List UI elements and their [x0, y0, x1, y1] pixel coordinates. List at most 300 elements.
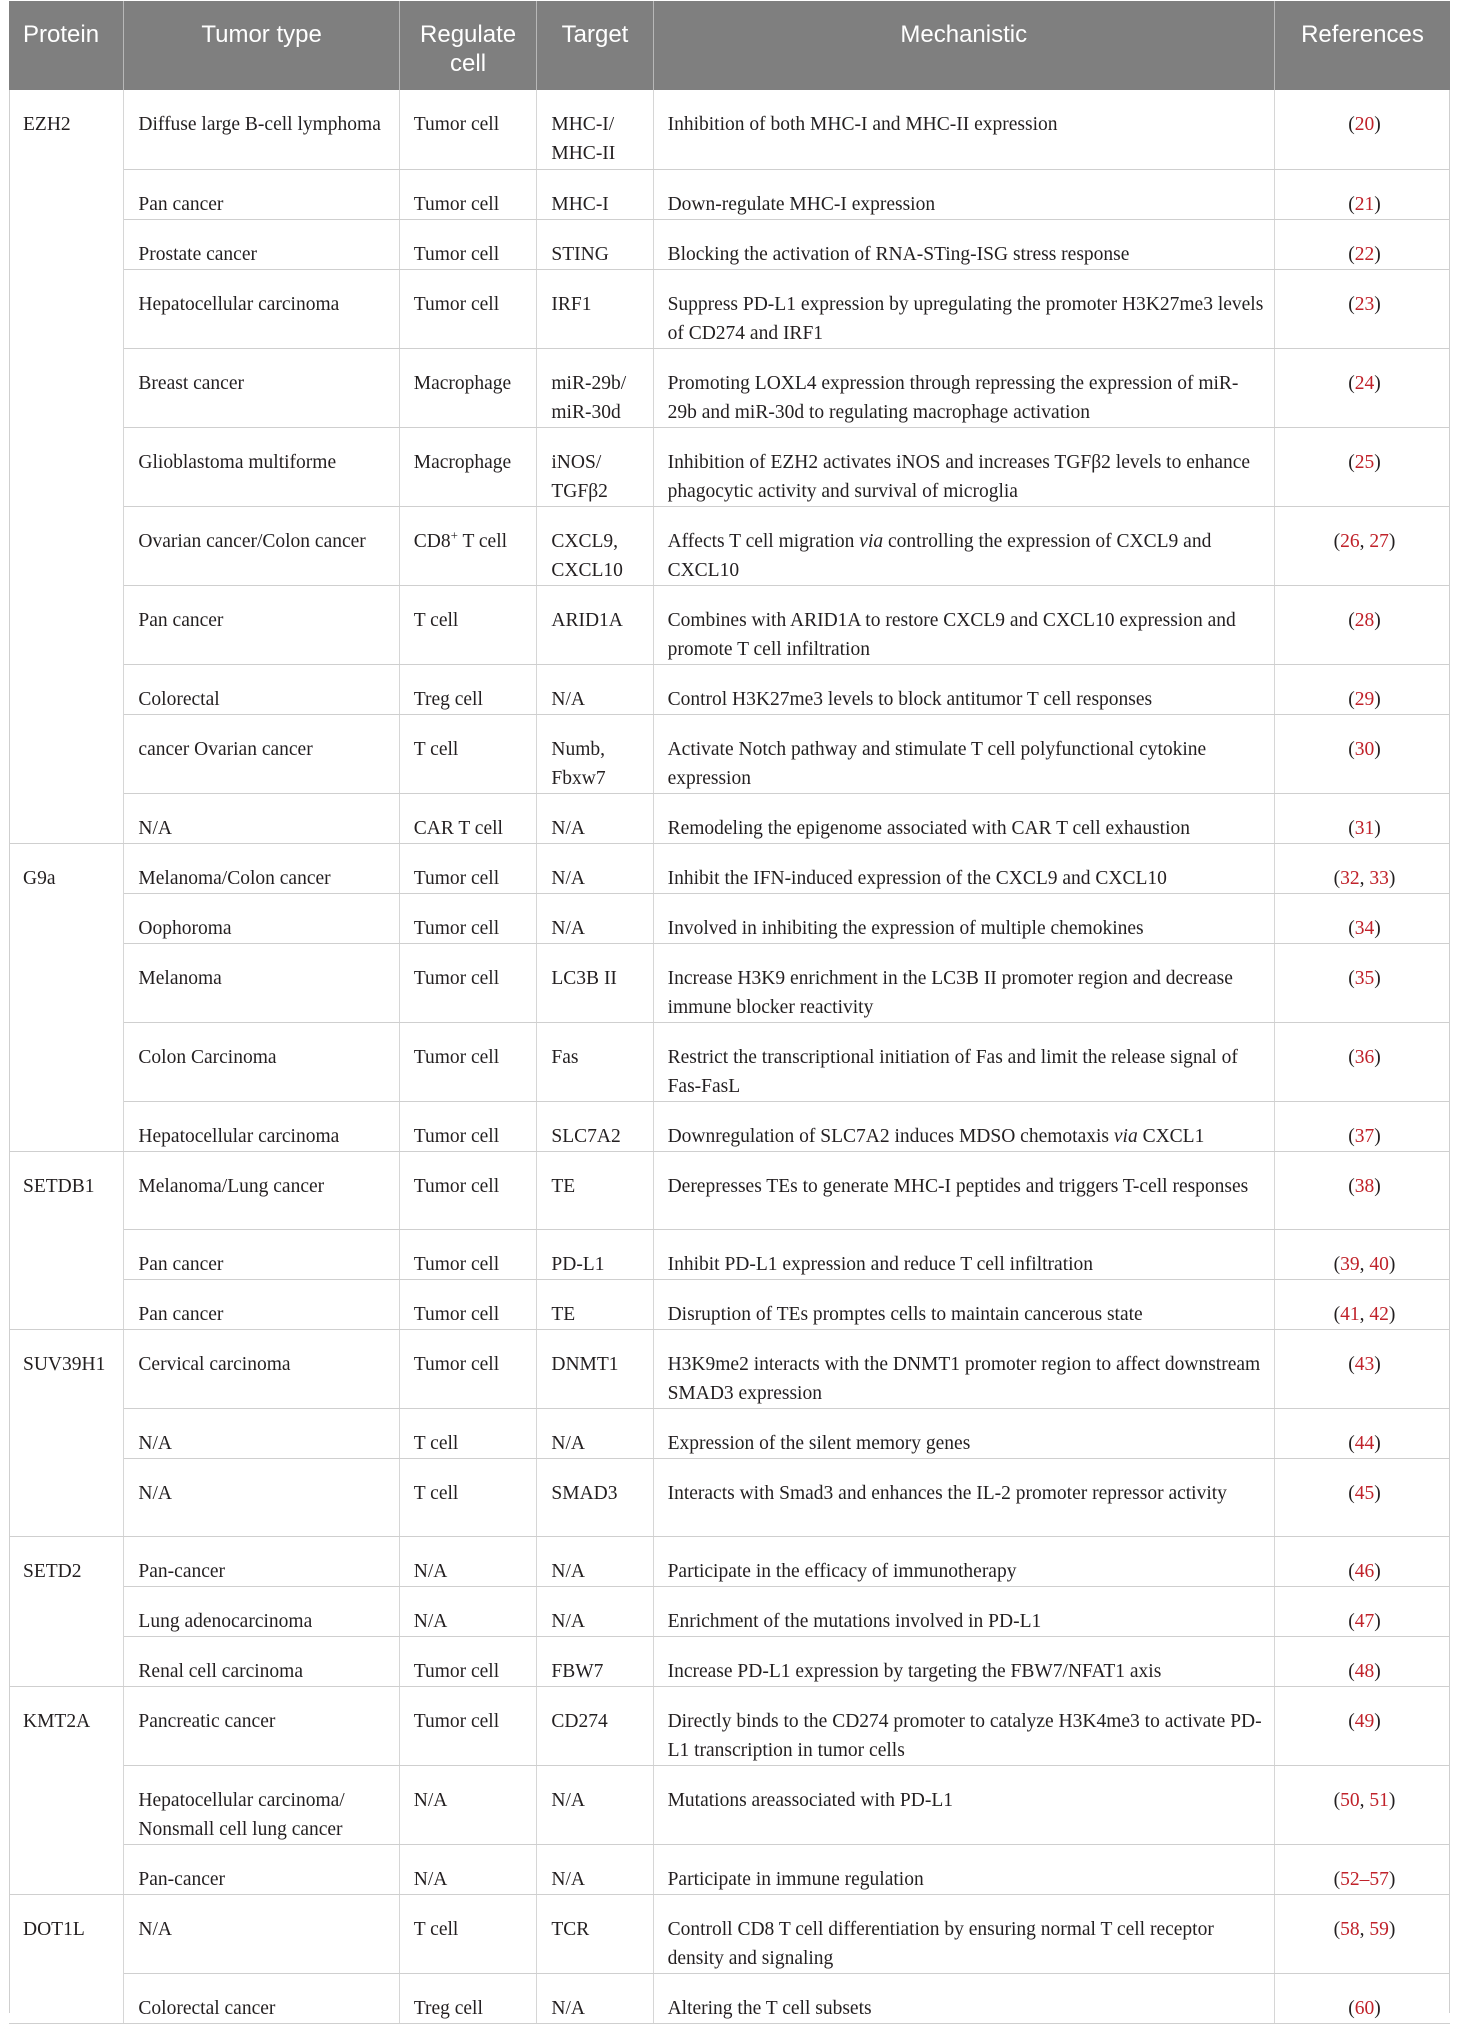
header-tumor-type: Tumor type	[124, 1, 399, 90]
ref-close-paren: )	[1374, 1482, 1381, 1504]
reference-link[interactable]: 26	[1340, 530, 1360, 552]
cell-regulate-cell: Tumor cell	[399, 893, 537, 943]
ref-close-paren: )	[1374, 114, 1381, 135]
cell-tumor-type: Breast cancer	[124, 348, 399, 427]
cell-references	[1274, 585, 1450, 664]
cell-references	[1274, 793, 1450, 843]
cell-protein: G9a	[9, 843, 124, 893]
cell-mechanistic: Interacts with Smad3 and enhances the IL-2 promoter repressor activity	[653, 1458, 1274, 1536]
cell-mechanistic: Restrict the transcriptional initiation of Fas and limit the release signal of Fas-FasL	[653, 1022, 1274, 1101]
reference-link[interactable]: 45	[1354, 1482, 1375, 1504]
cell-tumor-type: Ovarian cancer/Colon cancer	[124, 506, 399, 585]
ref-close-paren: )	[1374, 451, 1381, 473]
reference-link[interactable]: 39	[1340, 1253, 1360, 1275]
cell-target: N/A	[537, 1844, 653, 1894]
cell-mechanistic: Inhibition of both MHC-I and MHC-II expression	[653, 90, 1274, 169]
cell-references	[1274, 427, 1450, 506]
cell-references	[1274, 1229, 1450, 1279]
cell-protein	[9, 714, 124, 793]
cell-target: PD-L1	[537, 1229, 653, 1279]
cell-references	[1274, 348, 1450, 427]
ref-open-paren: (	[1333, 1918, 1341, 1940]
ref-open-paren: (	[1348, 1353, 1355, 1375]
table-row	[9, 1022, 1450, 1101]
cell-references	[1274, 506, 1450, 585]
cell-protein: SETD2	[9, 1536, 124, 1586]
ref-close-paren: )	[1374, 1710, 1381, 1732]
cell-regulate-cell: N/A	[399, 1586, 537, 1636]
cell-protein	[9, 506, 124, 585]
cell-regulate-cell: T cell	[399, 585, 537, 664]
ref-open-paren: (	[1333, 530, 1341, 552]
cell-tumor-type: Melanoma	[124, 943, 399, 1022]
cell-regulate-cell: Tumor cell	[399, 1279, 537, 1329]
cell-target: N/A	[537, 1586, 653, 1636]
ref-close-paren: )	[1374, 293, 1381, 315]
cell-target: TE	[537, 1151, 653, 1229]
cell-mechanistic: Derepresses TEs to generate MHC-I peptides and triggers T-cell responses	[653, 1151, 1274, 1229]
cell-protein	[9, 1022, 124, 1101]
ref-open-paren: (	[1348, 917, 1355, 939]
cell-references	[1274, 1329, 1450, 1408]
table-row	[9, 348, 1450, 427]
cell-name-superscript: +	[450, 527, 458, 542]
ref-close-paren: )	[1388, 530, 1396, 552]
table-row	[9, 585, 1450, 664]
cell-mechanistic: Down-regulate MHC-I expression	[653, 169, 1274, 219]
reference-link[interactable]: 47	[1354, 1610, 1375, 1632]
cell-mechanistic: Inhibit the IFN-induced expression of the CXCL9 and CXCL10	[653, 843, 1274, 893]
ref-close-paren: )	[1374, 1175, 1381, 1197]
cell-protein	[9, 1765, 124, 1844]
cell-references	[1274, 843, 1450, 893]
cell-tumor-type: Colon Carcinoma	[124, 1022, 399, 1101]
table-row	[9, 90, 1450, 169]
cell-tumor-type: N/A	[124, 1894, 399, 1973]
reference-link[interactable]: 29	[1354, 688, 1375, 710]
cell-regulate-cell: N/A	[399, 1765, 537, 1844]
cell-regulate-cell: Tumor cell	[399, 269, 537, 348]
ref-close-paren: )	[1388, 1918, 1396, 1940]
cell-target: CXCL9, CXCL10	[537, 506, 653, 585]
cell-references	[1274, 219, 1450, 269]
ref-close-paren: )	[1374, 1560, 1381, 1582]
reference-link[interactable]: 41	[1340, 1303, 1360, 1325]
cell-tumor-type: Pan-cancer	[124, 1536, 399, 1586]
cell-target: iNOS/ TGFβ2	[537, 427, 653, 506]
cell-target: Numb, Fbxw7	[537, 714, 653, 793]
reference-link[interactable]: 21	[1354, 193, 1375, 215]
cell-references	[1274, 1151, 1450, 1229]
cell-tumor-type: N/A	[124, 1458, 399, 1536]
ref-open-paren: (	[1348, 1175, 1355, 1197]
cell-target: FBW7	[537, 1636, 653, 1686]
table-row	[9, 1229, 1450, 1279]
cell-mechanistic: Promoting LOXL4 expression through repressing the expression of miR-29b and miR-30d to regulating macrophage activation	[653, 348, 1274, 427]
cell-mechanistic: Controll CD8 T cell differentiation by ensuring normal T cell receptor density and signaling	[653, 1894, 1274, 1973]
cell-mechanistic: Inhibition of EZH2 activates iNOS and increases TGFβ2 levels to enhance phagocytic activity and survival of microglia	[653, 427, 1274, 506]
ref-separator: ,	[1359, 867, 1370, 889]
cell-regulate-cell: Treg cell	[399, 1973, 537, 2023]
reference-link[interactable]: 52–57	[1340, 1868, 1389, 1890]
cell-tumor-type: Renal cell carcinoma	[124, 1636, 399, 1686]
cell-target: TCR	[537, 1894, 653, 1973]
table-row	[9, 506, 1450, 585]
ref-open-paren: (	[1348, 609, 1355, 631]
table-row	[9, 1101, 1450, 1151]
cell-tumor-type: Colorectal cancer	[124, 1973, 399, 2023]
table-row	[9, 1973, 1450, 2023]
cell-target: CD274	[537, 1686, 653, 1765]
cell-tumor-type: Pan cancer	[124, 169, 399, 219]
cell-protein	[9, 1636, 124, 1686]
cell-target: ARID1A	[537, 585, 653, 664]
cell-tumor-type: Pan cancer	[124, 585, 399, 664]
cell-regulate-cell: N/A	[399, 1844, 537, 1894]
cell-tumor-type: Pan cancer	[124, 1229, 399, 1279]
header-protein: Protein	[9, 1, 124, 90]
reference-link[interactable]: 31	[1354, 817, 1375, 839]
cell-regulate-cell: N/A	[399, 1536, 537, 1586]
cell-regulate-cell: Tumor cell	[399, 1022, 537, 1101]
cell-tumor-type: Pan cancer	[124, 1279, 399, 1329]
cell-regulate-cell: Tumor cell	[399, 90, 537, 169]
cell-references	[1274, 1894, 1450, 1973]
ref-open-paren: (	[1348, 293, 1355, 315]
reference-link[interactable]: 46	[1354, 1560, 1375, 1582]
cell-tumor-type: Melanoma/Lung cancer	[124, 1151, 399, 1229]
ref-open-paren: (	[1348, 372, 1355, 394]
cell-protein: SUV39H1	[9, 1329, 124, 1408]
table-row	[9, 1636, 1450, 1686]
reference-link[interactable]: 24	[1354, 372, 1375, 394]
reference-link[interactable]: 27	[1369, 530, 1389, 552]
cell-mechanistic: Activate Notch pathway and stimulate T cell polyfunctional cytokine expression	[653, 714, 1274, 793]
reference-link[interactable]: 30	[1354, 738, 1375, 760]
ref-open-paren: (	[1348, 1710, 1355, 1732]
cell-references	[1274, 269, 1450, 348]
ref-close-paren: )	[1388, 1303, 1396, 1325]
table-row	[9, 893, 1450, 943]
ref-close-paren: )	[1374, 1046, 1381, 1068]
cell-mechanistic: Inhibit PD-L1 expression and reduce T cell infiltration	[653, 1229, 1274, 1279]
reference-link[interactable]: 36	[1354, 1046, 1375, 1068]
cell-regulate-cell: Tumor cell	[399, 1686, 537, 1765]
cell-mechanistic: H3K9me2 interacts with the DNMT1 promoter region to affect downstream SMAD3 expression	[653, 1329, 1274, 1408]
ref-open-paren: (	[1348, 451, 1355, 473]
cell-protein	[9, 1229, 124, 1279]
cell-regulate-cell: T cell	[399, 714, 537, 793]
reference-link[interactable]: 38	[1354, 1175, 1375, 1197]
cell-protein	[9, 893, 124, 943]
cell-protein	[9, 793, 124, 843]
reference-link[interactable]: 59	[1369, 1918, 1389, 1940]
cell-mechanistic: Involved in inhibiting the expression of multiple chemokines	[653, 893, 1274, 943]
table-row	[9, 843, 1450, 893]
cell-references	[1274, 664, 1450, 714]
reference-link[interactable]: 32	[1340, 867, 1360, 889]
cell-references	[1274, 1765, 1450, 1844]
cell-references	[1274, 893, 1450, 943]
cell-regulate-cell: Tumor cell	[399, 843, 537, 893]
cell-mechanistic: Remodeling the epigenome associated with CAR T cell exhaustion	[653, 793, 1274, 843]
ref-open-paren: (	[1333, 1303, 1341, 1325]
table-row	[9, 269, 1450, 348]
table-row	[9, 427, 1450, 506]
ref-close-paren: )	[1374, 372, 1381, 394]
cell-tumor-type: N/A	[124, 1408, 399, 1458]
cell-protein	[9, 1586, 124, 1636]
cell-protein	[9, 1458, 124, 1536]
cell-name-main: CD8	[413, 530, 451, 552]
ref-close-paren: )	[1388, 1253, 1396, 1275]
ref-close-paren: )	[1374, 1432, 1381, 1454]
ref-open-paren: (	[1348, 193, 1355, 215]
cell-name-rest: T cell	[457, 530, 508, 552]
cell-tumor-type: N/A	[124, 793, 399, 843]
cell-references	[1274, 943, 1450, 1022]
cell-regulate-cell: Macrophage	[399, 427, 537, 506]
ref-open-paren: (	[1348, 817, 1355, 839]
ref-open-paren: (	[1333, 1789, 1341, 1811]
cell-mechanistic: Enrichment of the mutations involved in PD-L1	[653, 1586, 1274, 1636]
table-row	[9, 1586, 1450, 1636]
ref-close-paren: )	[1374, 817, 1381, 839]
reference-link[interactable]: 42	[1369, 1303, 1389, 1325]
mech-italic: via	[859, 530, 884, 552]
cell-tumor-type: Diffuse large B-cell lymphoma	[124, 90, 399, 169]
ref-open-paren: (	[1348, 738, 1355, 760]
ref-open-paren: (	[1348, 1482, 1355, 1504]
cell-target: TE	[537, 1279, 653, 1329]
reference-link[interactable]: 43	[1354, 1353, 1375, 1375]
ref-separator: ,	[1359, 1303, 1370, 1325]
cell-target: MHC-I/ MHC-II	[537, 90, 653, 169]
cell-references	[1274, 90, 1450, 169]
table-row	[9, 714, 1450, 793]
mech-text: Affects T cell migration	[667, 530, 860, 552]
ref-open-paren: (	[1348, 1610, 1355, 1632]
cell-references	[1274, 714, 1450, 793]
reference-link[interactable]: 50	[1340, 1789, 1360, 1811]
cell-protein	[9, 943, 124, 1022]
cell-target: N/A	[537, 1536, 653, 1586]
ref-close-paren: )	[1374, 609, 1381, 631]
header-row	[9, 1, 1450, 90]
cell-target: N/A	[537, 1973, 653, 2023]
cell-references	[1274, 1636, 1450, 1686]
cell-mechanistic: Increase H3K9 enrichment in the LC3B II promoter region and decrease immune blocker reactivity	[653, 943, 1274, 1022]
cell-target: MHC-I	[537, 169, 653, 219]
cell-references	[1274, 169, 1450, 219]
ref-open-paren: (	[1348, 1125, 1355, 1147]
cell-protein	[9, 348, 124, 427]
cell-tumor-type: Hepatocellular carcinoma	[124, 1101, 399, 1151]
cell-mechanistic: Directly binds to the CD274 promoter to catalyze H3K4me3 to activate PD-L1 transcription in tumor cells	[653, 1686, 1274, 1765]
reference-link[interactable]: 33	[1369, 867, 1389, 889]
cell-references	[1274, 1279, 1450, 1329]
reference-link[interactable]: 44	[1354, 1432, 1375, 1454]
cell-references	[1274, 1686, 1450, 1765]
cell-regulate-cell: T cell	[399, 1458, 537, 1536]
ref-open-paren: (	[1348, 1046, 1355, 1068]
cell-target: DNMT1	[537, 1329, 653, 1408]
reference-link[interactable]: 49	[1354, 1710, 1375, 1732]
cell-tumor-type: Hepatocellular carcinoma/ Nonsmall cell lung cancer	[124, 1765, 399, 1844]
cell-target: N/A	[537, 1408, 653, 1458]
cell-tumor-type: Prostate cancer	[124, 219, 399, 269]
cell-tumor-type: Cervical carcinoma	[124, 1329, 399, 1408]
cell-tumor-type: Pancreatic cancer	[124, 1686, 399, 1765]
ref-close-paren: )	[1374, 1660, 1381, 1682]
ref-close-paren: )	[1388, 1868, 1396, 1890]
cell-target: IRF1	[537, 269, 653, 348]
cell-regulate-cell: Tumor cell	[399, 169, 537, 219]
cell-regulate-cell: Treg cell	[399, 664, 537, 714]
cell-target: N/A	[537, 893, 653, 943]
table-row	[9, 1686, 1450, 1765]
ref-close-paren: )	[1388, 867, 1396, 889]
reference-link[interactable]: 48	[1354, 1660, 1375, 1682]
cell-references	[1274, 1408, 1450, 1458]
ref-separator: ,	[1359, 1789, 1370, 1811]
ref-close-paren: )	[1388, 1789, 1396, 1811]
cell-protein	[9, 1279, 124, 1329]
cell-protein	[9, 1844, 124, 1894]
cell-references	[1274, 1458, 1450, 1536]
ref-close-paren: )	[1374, 243, 1381, 265]
reference-link[interactable]: 25	[1354, 451, 1375, 473]
cell-protein	[9, 1101, 124, 1151]
reference-link[interactable]: 51	[1369, 1789, 1389, 1811]
cell-references	[1274, 1973, 1450, 2023]
cell-target: miR-29b/ miR-30d	[537, 348, 653, 427]
table-row	[9, 1844, 1450, 1894]
table-row	[9, 943, 1450, 1022]
cell-target: Fas	[537, 1022, 653, 1101]
ref-separator: ,	[1359, 1918, 1370, 1940]
cell-protein	[9, 169, 124, 219]
table-row	[9, 1458, 1450, 1536]
cell-protein	[9, 664, 124, 714]
table-row	[9, 1329, 1450, 1408]
cell-mechanistic: Suppress PD-L1 expression by upregulating the promoter H3K27me3 levels of CD274 and IRF1	[653, 269, 1274, 348]
cell-regulate-cell: T cell	[399, 1408, 537, 1458]
ref-close-paren: )	[1374, 1353, 1381, 1375]
reference-link[interactable]: 22	[1354, 243, 1375, 265]
cell-references	[1274, 1536, 1450, 1586]
table-row	[9, 1536, 1450, 1586]
cell-regulate-cell: CAR T cell	[399, 793, 537, 843]
mech-text: controlling the expression of CXCL9 and CXCL10	[667, 530, 1212, 581]
cell-references	[1274, 1586, 1450, 1636]
table-row	[9, 664, 1450, 714]
cell-regulate-cell: Tumor cell	[399, 943, 537, 1022]
reference-link[interactable]: 37	[1354, 1125, 1375, 1147]
reference-link[interactable]: 60	[1354, 1997, 1375, 2019]
cell-regulate-cell: T cell	[399, 1894, 537, 1973]
ref-close-paren: )	[1374, 917, 1381, 939]
mech-text: CXCL1	[1137, 1125, 1205, 1147]
cell-tumor-type: Lung adenocarcinoma	[124, 1586, 399, 1636]
ref-open-paren: (	[1333, 1868, 1341, 1890]
ref-close-paren: )	[1374, 193, 1381, 215]
table-row	[9, 1894, 1450, 1973]
cell-references	[1274, 1101, 1450, 1151]
cell-target: N/A	[537, 843, 653, 893]
table-body	[9, 90, 1450, 2023]
table-row	[9, 1279, 1450, 1329]
cell-mechanistic: Combines with ARID1A to restore CXCL9 and CXCL10 expression and promote T cell infiltration	[653, 585, 1274, 664]
ref-open-paren: (	[1348, 688, 1355, 710]
cell-target: SLC7A2	[537, 1101, 653, 1151]
reference-link[interactable]: 34	[1354, 917, 1375, 939]
cell-mechanistic: Disruption of TEs promptes cells to maintain cancerous state	[653, 1279, 1274, 1329]
ref-open-paren: (	[1333, 867, 1341, 889]
header-target: Target	[537, 1, 653, 90]
cell-mechanistic: Blocking the activation of RNA-STing-ISG stress response	[653, 219, 1274, 269]
cell-tumor-type: Pan-cancer	[124, 1844, 399, 1894]
cell-regulate-cell: Tumor cell	[399, 1229, 537, 1279]
ref-open-paren: (	[1348, 1660, 1355, 1682]
ref-close-paren: )	[1374, 1997, 1381, 2019]
cell-mechanistic: Mutations areassociated with PD-L1	[653, 1765, 1274, 1844]
table-row	[9, 1765, 1450, 1844]
cell-protein	[9, 269, 124, 348]
cell-references	[1274, 1844, 1450, 1894]
ref-open-paren: (	[1348, 114, 1355, 135]
cell-regulate-cell	[399, 506, 537, 585]
cell-tumor-type: Oophoroma	[124, 893, 399, 943]
cell-protein	[9, 427, 124, 506]
ref-open-paren: (	[1348, 1560, 1355, 1582]
cell-mechanistic: Altering the T cell subsets	[653, 1973, 1274, 2023]
cell-protein	[9, 585, 124, 664]
cell-mechanistic	[653, 506, 1274, 585]
reference-link[interactable]: 20	[1354, 114, 1375, 135]
cell-target: STING	[537, 219, 653, 269]
cell-tumor-type: Colorectal	[124, 664, 399, 714]
ref-separator: ,	[1359, 1253, 1370, 1275]
cell-target: N/A	[537, 793, 653, 843]
cell-protein: SETDB1	[9, 1151, 124, 1229]
table-row	[9, 1408, 1450, 1458]
cell-tumor-type: Melanoma/Colon cancer	[124, 843, 399, 893]
header-regulate-cell: Regulate cell	[399, 1, 537, 90]
ref-close-paren: )	[1374, 967, 1381, 989]
ref-open-paren: (	[1333, 1253, 1341, 1275]
cell-tumor-type: Glioblastoma multiforme	[124, 427, 399, 506]
header-mechanistic: Mechanistic	[653, 1, 1274, 90]
epigenetic-regulators-table	[9, 1, 1450, 2024]
mech-italic: via	[1113, 1125, 1138, 1147]
reference-link[interactable]: 28	[1354, 609, 1375, 631]
cell-mechanistic: Participate in the efficacy of immunotherapy	[653, 1536, 1274, 1586]
cell-protein	[9, 219, 124, 269]
cell-protein: DOT1L	[9, 1894, 124, 1973]
reference-link[interactable]: 23	[1354, 293, 1375, 315]
ref-open-paren: (	[1348, 1432, 1355, 1454]
reference-link[interactable]: 35	[1354, 967, 1375, 989]
cell-regulate-cell: Tumor cell	[399, 1151, 537, 1229]
reference-link[interactable]: 58	[1340, 1918, 1360, 1940]
reference-link[interactable]: 40	[1369, 1253, 1389, 1275]
cell-mechanistic: Participate in immune regulation	[653, 1844, 1274, 1894]
table-row	[9, 169, 1450, 219]
cell-target: SMAD3	[537, 1458, 653, 1536]
ref-close-paren: )	[1374, 738, 1381, 760]
cell-target: N/A	[537, 1765, 653, 1844]
